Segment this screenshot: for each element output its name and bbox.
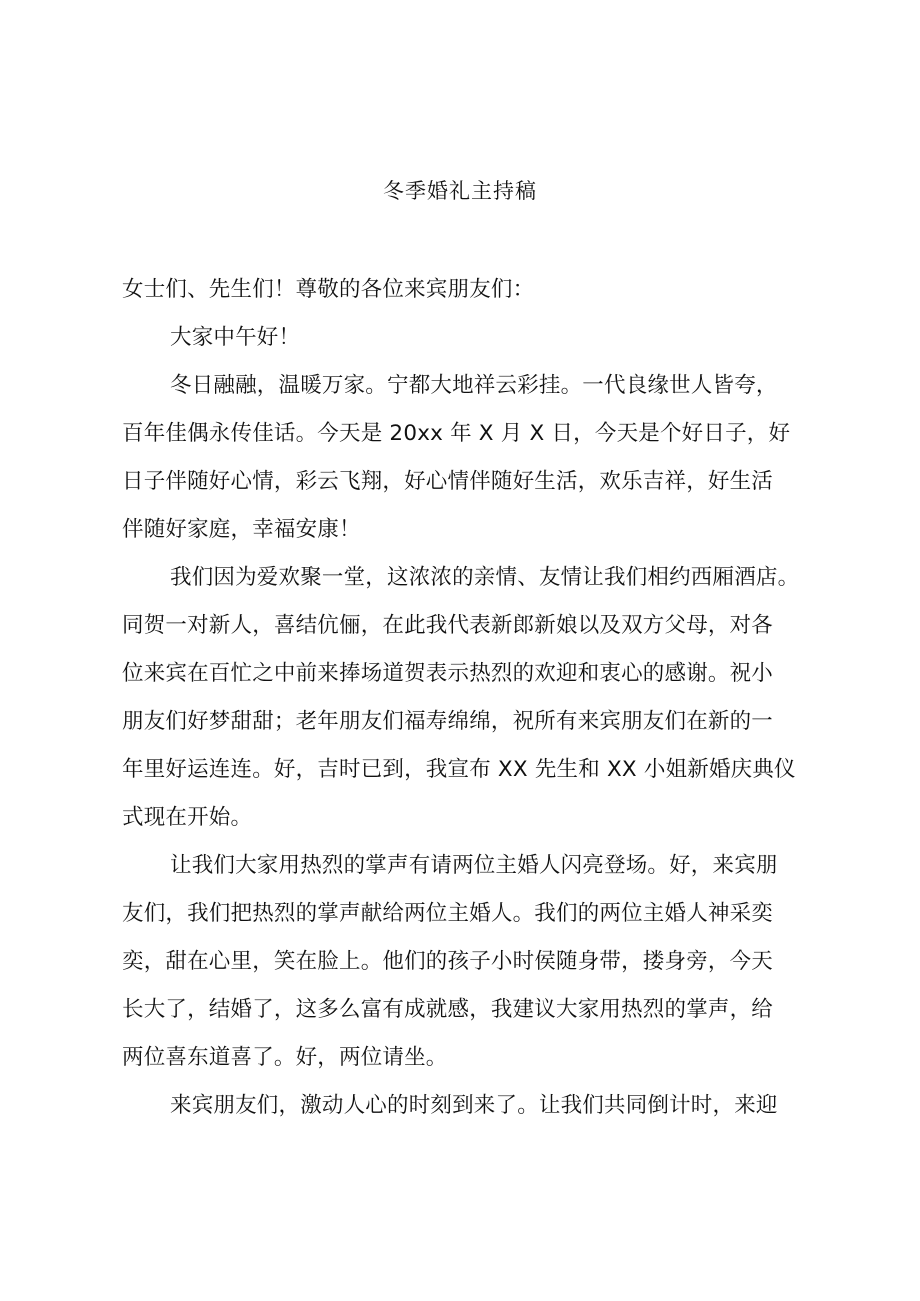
- document-title: 冬季婚礼主持稿: [383, 179, 537, 203]
- text-line: 大家中午好！: [170, 325, 301, 350]
- text-line: 日子伴随好心情，彩云飞翔，好心情伴随好生活，欢乐吉祥，好生活: [122, 469, 774, 494]
- text-line: 位来宾在百忙之中前来捧场道贺表示热烈的欢迎和衷心的感谢。祝小: [122, 661, 774, 686]
- text-line: 伴随好家庭，幸福安康！: [122, 517, 361, 542]
- text-line: 两位喜东道喜了。好，两位请坐。: [122, 1045, 448, 1070]
- text-line: 百年佳偶永传佳话。今天是 20xx 年 X 月 X 日，今天是个好日子，好: [122, 421, 791, 446]
- text-line: 来宾朋友们，激动人心的时刻到来了。让我们共同倒计时，来迎: [170, 1093, 778, 1118]
- document-body: [122, 266, 812, 1130]
- text-line: 冬日融融，温暖万家。宁都大地祥云彩挂。一代良缘世人皆夸，: [170, 373, 778, 398]
- text-line: 奕，甜在心里，笑在脸上。他们的孩子小时侯随身带，搂身旁，今天: [122, 949, 774, 974]
- text-line: 年里好运连连。好，吉时已到，我宣布 XX 先生和 XX 小姐新婚庆典仪: [122, 757, 796, 782]
- text-line: 女士们、先生们！尊敬的各位来宾朋友们：: [122, 277, 535, 302]
- text-line: 同贺一对新人，喜结伉俪，在此我代表新郎新娘以及双方父母，对各: [122, 613, 774, 638]
- text-line: 友们，我们把热烈的掌声献给两位主婚人。我们的两位主婚人神采奕: [122, 901, 774, 926]
- text-line: 长大了，结婚了，这多么富有成就感，我建议大家用热烈的掌声，给: [122, 997, 774, 1022]
- text-line: 朋友们好梦甜甜；老年朋友们福寿绵绵，祝所有来宾朋友们在新的一: [122, 709, 774, 734]
- text-line: 式现在开始。: [122, 805, 253, 830]
- text-line: 让我们大家用热烈的掌声有请两位主婚人闪亮登场。好，来宾朋: [170, 853, 778, 878]
- text-line: 我们因为爱欢聚一堂，这浓浓的亲情、友情让我们相约西厢酒店。: [170, 565, 800, 590]
